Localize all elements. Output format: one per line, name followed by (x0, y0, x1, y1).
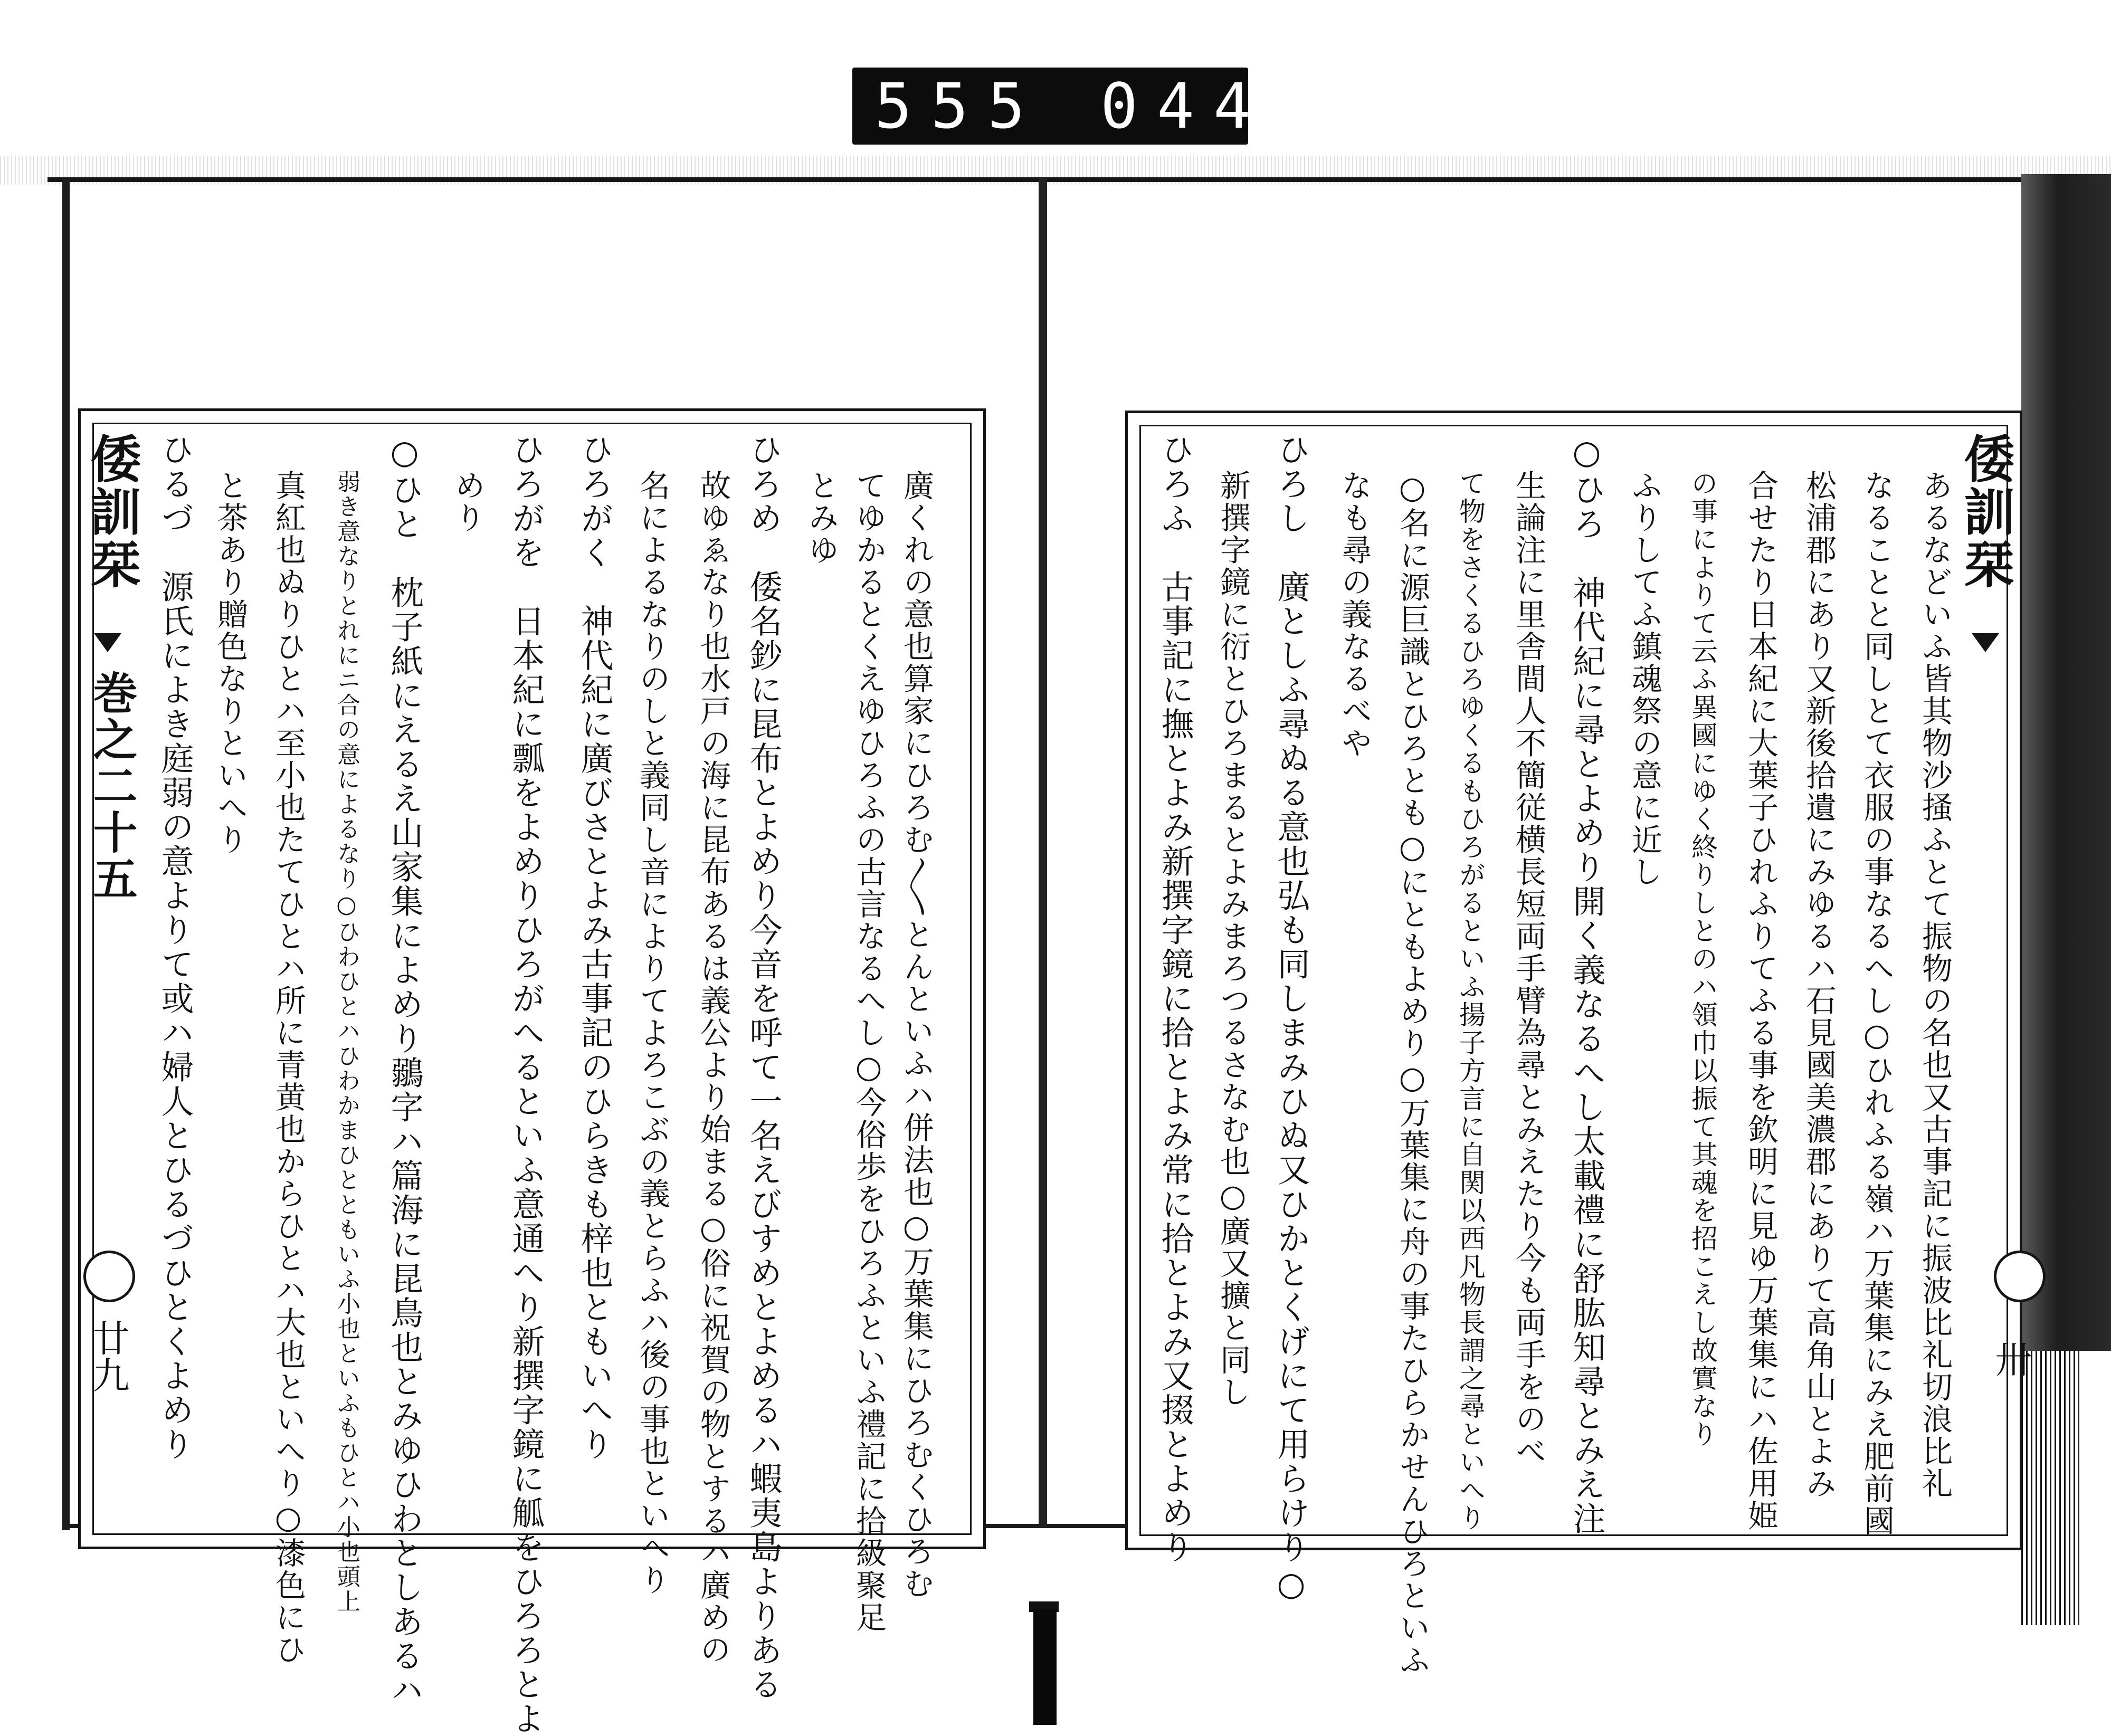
left-folio-number: 廿九 (87, 1319, 130, 1393)
text-column: ふりしてふ鎮魂祭の意に近し (1627, 470, 1662, 888)
book-left-edge (62, 179, 70, 1530)
entry-heading-column: ひるづ 源氏によき庭弱の意よりて或ハ婦人とひるづひとくよめり (156, 433, 194, 1462)
entry-heading-column: ひろふ 古事記に撫とよみ新撰字鏡に拾とよみ常に拾とよみ又掇とよめり (1156, 433, 1194, 1565)
text-column: てゆかるとくえゆひろふの古言なるへし○今俗歩をひろふといふ禮記に拾級聚足 (851, 470, 887, 1634)
book-fore-edge (2021, 174, 2111, 1351)
text-column: 真紅也ぬりひとハ至小也たてひとハ所に青黄也からひとハ大也といへり○漆色にひ (270, 470, 306, 1666)
text-column: 名によるなりのしと義同し音によりてよろこぶの義とらふハ後の事也といへり (634, 470, 670, 1596)
text-column: 廣くれの意也算家にひろむ〳〵とんといふハ併法也○万葉集にひろむくひろむ (898, 470, 934, 1600)
right-margin-title: 倭訓栞 (1956, 433, 2015, 591)
text-column: なることと同しとて衣服の事なるへし○ひれふる嶺ハ万葉集にみえ肥前國 (1859, 470, 1895, 1537)
text-column: 生論注に里舎間人不簡従横長短両手臂為尋とみえたり今も両手をのべ (1510, 470, 1546, 1467)
left-margin-volume: 巻之二十五 (86, 670, 138, 902)
text-column: 松浦郡にあり又新後拾遺にみゆるハ石見國美濃郡にありて高角山とよみ (1801, 470, 1837, 1500)
text-column: て物をさくるひろゆくるもひろがるといふ揚子方言に自関以西凡物長謂之尋といへり (1455, 470, 1486, 1532)
left-margin-title: 倭訓栞 (82, 433, 142, 591)
entry-heading-column: ひろし 廣としふ尋ぬる意也弘も同しまみひぬ又ひかとくげにて用らけり○ (1272, 433, 1310, 1605)
call-number-right: 044 (1100, 70, 1270, 142)
book-gutter (1039, 177, 1047, 1528)
text-column: 新撰字鏡に衍とひろまるとよみまろつるさなむ也○廣又擴と同し (1215, 470, 1251, 1408)
call-number-label (852, 68, 1270, 145)
entry-heading-column: ひろめ 倭名鈔に昆布とよめり今音を呼て一名えびすめとよめるハ蝦夷島よりある (744, 433, 783, 1702)
right-circle-mark (1994, 1251, 2046, 1302)
right-fishtail-mark (1972, 633, 1999, 652)
entry-heading-column: ○ひと 枕子紙にえるえ山家集によめり鶸字ハ篇海に昆鳥也とみゆひわとしあるハ (385, 433, 424, 1708)
text-column: 合せたり日本紀に大葉子ひれふりてふる事を欽明に見ゆ万葉集にハ佐用姫 (1743, 470, 1779, 1532)
text-column: 故ゆゑなり也水戸の海に昆布あるは義公より始まる○俗に祝賀の物とするハ廣めの (695, 470, 731, 1666)
call-number-left: 555 (874, 70, 1044, 142)
text-column: 弱き意なりとれにニ合の意によるなり○ひわひとハひわかまひとともいふ小也といふもひとハ小也頭上 (333, 470, 360, 1614)
text-column: めり (450, 470, 486, 534)
text-column: ○名に源巨識とひろとも○にともよめり○万葉集に舟の事たひらかせんひろといふ (1394, 470, 1430, 1676)
entry-heading-column: ひろがく 神代紀に廣びさとよみ古事記のひらきも梓也ともいへり (575, 433, 614, 1462)
book-fore-edge-pages (2021, 1351, 2079, 1625)
text-column: なも尋の義なるべや (1336, 470, 1372, 759)
left-circle-mark (83, 1251, 135, 1302)
book-top-edge (47, 177, 2021, 182)
text-column: とみゆ (803, 470, 839, 566)
left-fishtail-mark (94, 633, 121, 652)
text-column: の事によりて云ふ異國にゆく終りしとのハ領巾以振て其魂を招こえし故實なり (1687, 470, 1718, 1448)
text-column: あるなどいふ皆其物沙掻ふとて振物の名也又古事記に振波比礼切浪比礼 (1917, 470, 1953, 1500)
book-clip (1033, 1609, 1057, 1725)
text-column: と茶あり贈色なりといへり (212, 470, 248, 856)
entry-heading-column: ひろがを 日本紀に瓢をよめりひろがへるといふ意通へり新撰字鏡に觚をひろろとよ (507, 433, 545, 1736)
right-folio-number: 卅 (1989, 1340, 2032, 1377)
entry-heading-column: ○ひろ 神代紀に尋とよめり開く義なるへし太載禮に舒肱知尋とみえ注 (1567, 433, 1606, 1536)
